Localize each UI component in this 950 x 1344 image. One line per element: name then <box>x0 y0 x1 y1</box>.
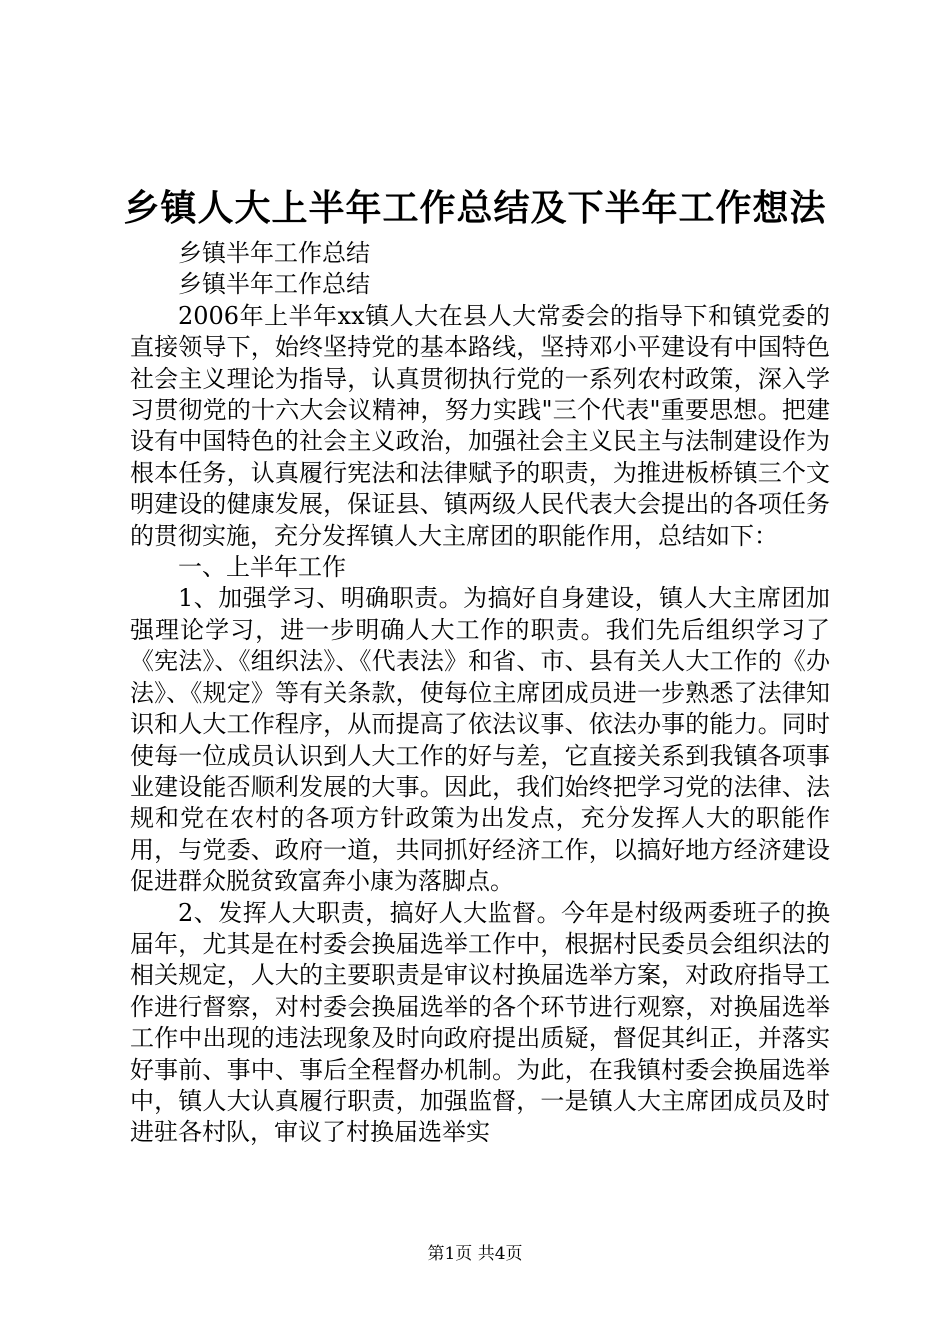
document-title: 乡镇人大上半年工作总结及下半年工作想法 <box>123 187 827 229</box>
paragraph-subtitle-1: 乡镇半年工作总结 <box>178 239 370 267</box>
section-heading: 一、上半年工作 <box>178 553 346 582</box>
paragraph-subtitle-2: 乡镇半年工作总结 <box>178 270 370 299</box>
page-footer: 第1页 共4页 <box>427 1244 523 1264</box>
document-body <box>130 238 830 1149</box>
paragraph-point-1: 1、加强学习、明确职责。为搞好自身建设，镇人大主席团加强理论学习，进一步明确人大工作的职责。我们先后组织学习了《宪法》、《组织法》、《代表法》和省、市、县有关人大工作的《办法》、《规定》等有关条款，使每位主席团成员进一步熟悉了法律知识和人大工作程序，从而提高了依法议事、依法办事的能力。同时使每一位成员认识到人大工作的好与差，它直接关系到我镇各项事业建设能否顺利发展的大事。因此，我们始终把学习党的法律、法规和党在农村的各项方针政策为出发点，充分发挥人大的职能作用，与党委、政府一道，共同抓好经济工作，以搞好地方经济建设促进群众脱贫致富奔小康为落脚点。 <box>130 584 830 896</box>
paragraph-point-2: 2、发挥人大职责，搞好人大监督。今年是村级两委班子的换届年，尤其是在村委会换届选举工作中，根据村民委员会组织法的相关规定，人大的主要职责是审议村换届选举方案，对政府指导工作进行督察，对村委会换届选举的各个环节进行观察，对换届选举工作中出现的违法现象及时向政府提出质疑，督促其纠正，并落实好事前、事中、事后全程督办机制。为此，在我镇村委会换届选举中，镇人大认真履行职责，加强监督，一是镇人大主席团成员及时进驻各村队，审议了村换届选举实 <box>130 898 830 1147</box>
paragraph-intro: 2006年上半年xx镇人大在县人大常委会的指导下和镇党委的直接领导下，始终坚持党的基本路线，坚持邓小平建设有中国特色社会主义理论为指导，认真贯彻执行党的一系列农村政策，深入学习贯彻党的十六大会议精神，努力实践"三个代表"重要思想。把建设有中国特色的社会主义政治，加强社会主义民主与法制建设作为根本任务，认真履行宪法和法律赋予的职责，为推进板桥镇三个文明建设的健康发展，保证县、镇两级人民代表大会提出的各项任务的贯彻实施，充分发挥镇人大主席团的职能作用，总结如下： <box>130 301 830 550</box>
